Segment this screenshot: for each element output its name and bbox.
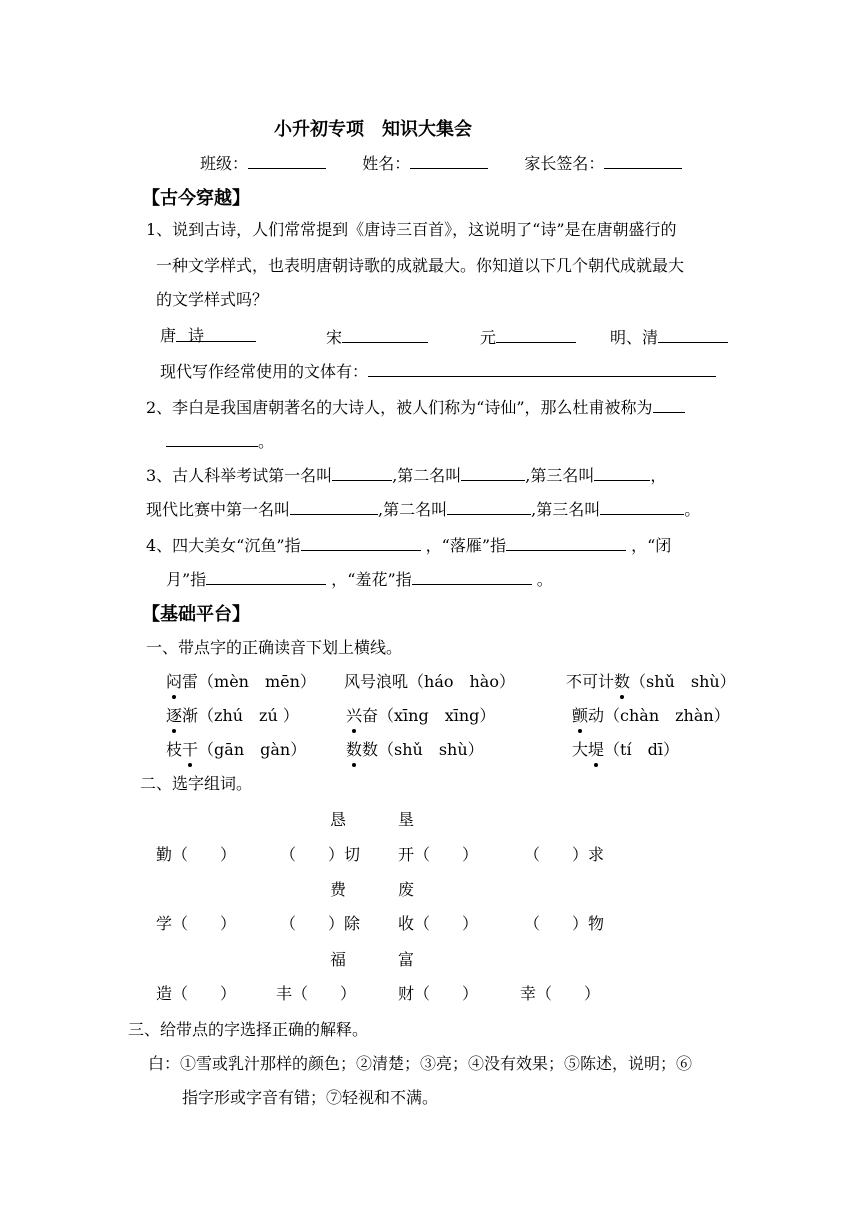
part1-heading: 一、带点字的正确读音下划上横线。 <box>146 638 403 657</box>
word-blank: （ ）除 <box>280 914 361 933</box>
word-blank: 开（ ） <box>398 845 479 864</box>
q2-line2 <box>166 430 274 452</box>
pinyin-item: 风号浪吼（háo hào） <box>344 672 515 691</box>
q3-second-label: ,第二名叫 <box>392 466 462 485</box>
word-blank: 收（ ） <box>398 914 479 933</box>
word-blank: 丰（ ） <box>276 984 357 1003</box>
pinyin-item: 颤动（chàn zhàn） <box>572 706 730 725</box>
class-field[interactable] <box>248 152 326 169</box>
char-pair: 富 <box>398 950 415 969</box>
word-blank: 造（ ） <box>156 984 237 1003</box>
q3-second-field[interactable] <box>461 464 525 481</box>
q2-field-b[interactable] <box>166 430 258 447</box>
tang-answer: 诗 <box>176 326 256 342</box>
pinyin-item: 闷雷（mèn mēn） <box>166 672 316 691</box>
part3-line2: 指字形或字音有错；⑦轻视和不满。 <box>182 1088 439 1107</box>
q1-mingqing <box>610 326 728 348</box>
q1-line2: 一种文学样式，也表明唐朝诗歌的成就最大。你知道以下几个朝代成就最大 <box>156 256 685 275</box>
q3-modern-third-field[interactable] <box>600 498 684 515</box>
q3-first-label: 3、古人科举考试第一名叫 <box>146 466 333 485</box>
mingqing-label: 明、清 <box>610 328 659 347</box>
name-field[interactable] <box>410 152 488 169</box>
yuan-label: 元 <box>480 328 497 347</box>
section-header-gujin: 【古今穿越】 <box>142 188 250 209</box>
word-blank: （ ）物 <box>524 914 605 933</box>
q2-end: 。 <box>258 432 275 451</box>
song-field[interactable] <box>342 326 428 343</box>
word-blank: 财（ ） <box>398 984 479 1003</box>
word-blank: （ ）切 <box>280 845 361 864</box>
pinyin-item: 逐渐（zhú zú ） <box>166 706 299 725</box>
part2-heading: 二、选字组词。 <box>140 774 253 793</box>
modern-label: 现代写作经常使用的文体有： <box>160 362 369 381</box>
parent-signature-label: 家长签名： <box>524 154 605 173</box>
info-line <box>200 152 682 174</box>
q3-third-label: ,第三名叫 <box>525 466 595 485</box>
q1-yuan <box>480 326 576 348</box>
song-label: 宋 <box>326 328 343 347</box>
char-pair: 垦 <box>398 810 415 829</box>
q3-line2 <box>146 498 700 520</box>
q4-luoyan-field[interactable] <box>506 534 626 551</box>
char-pair: 费 <box>330 880 347 899</box>
q2-line1 <box>146 396 685 418</box>
q3-period: 。 <box>684 500 701 519</box>
q3-third-field[interactable] <box>594 464 650 481</box>
q4-luoyan-label: ，“落雁”指 <box>425 536 507 555</box>
q3-comma: ， <box>650 466 667 485</box>
q3-line1 <box>146 464 666 486</box>
q2-field-a[interactable] <box>653 396 685 413</box>
part3-heading: 三、给带点的字选择正确的解释。 <box>128 1020 369 1039</box>
q3-modern-third-label: ,第三名叫 <box>531 500 601 519</box>
q1-line3: 的文学样式吗？ <box>156 290 269 309</box>
class-label: 班级： <box>200 154 249 173</box>
pinyin-item: 大堤（tí dī） <box>572 740 679 759</box>
q3-modern-first-label: 现代比赛中第一名叫 <box>146 500 291 519</box>
part3-line1: 白：①雪或乳汁那样的颜色；②清楚；③亮；④没有效果；⑤陈述，说明；⑥ <box>148 1054 693 1073</box>
q1-tang <box>160 326 256 346</box>
tang-label: 唐 <box>160 326 177 345</box>
mingqing-field[interactable] <box>658 326 728 343</box>
q3-first-field[interactable] <box>332 464 392 481</box>
q1-song <box>326 326 428 348</box>
modern-field[interactable] <box>368 360 716 377</box>
word-blank: 幸（ ） <box>520 984 601 1003</box>
q4-bi-label: ，“闭 <box>631 536 672 555</box>
yuan-field[interactable] <box>496 326 576 343</box>
word-blank: （ ）求 <box>524 845 605 864</box>
q4-chenyu-label: 4、四大美女“沉鱼”指 <box>146 536 301 555</box>
pinyin-item: 枝干（gān gàn） <box>166 740 307 759</box>
word-blank: 学（ ） <box>156 914 237 933</box>
q1-line1: 1、说到古诗，人们常常提到《唐诗三百首》，这说明了“诗”是在唐朝盛行的 <box>146 220 677 239</box>
section-header-jichu: 【基础平台】 <box>142 604 250 625</box>
page-title: 小升初专项 知识大集会 <box>274 119 472 140</box>
q4-biyue-field[interactable] <box>206 568 326 585</box>
q4-biyue-label: 月”指 <box>166 570 207 589</box>
name-label: 姓名： <box>362 154 411 173</box>
q4-xiuhua-label: ，“羞花”指 <box>331 570 412 589</box>
word-blank: 勤（ ） <box>156 845 237 864</box>
q1-modern <box>160 360 716 382</box>
q3-modern-second-label: ,第二名叫 <box>378 500 448 519</box>
q4-period: 。 <box>536 570 553 589</box>
pinyin-item: 数数（shǔ shù） <box>346 740 484 759</box>
pinyin-item: 不可计数（shǔ shù） <box>566 672 736 691</box>
q4-line2 <box>166 568 553 590</box>
char-pair: 恳 <box>330 810 347 829</box>
q4-xiuhua-field[interactable] <box>412 568 532 585</box>
char-pair: 废 <box>398 880 415 899</box>
q3-modern-first-field[interactable] <box>290 498 378 515</box>
parent-signature-field[interactable] <box>604 152 682 169</box>
q4-line1 <box>146 534 671 556</box>
char-pair: 福 <box>330 950 347 969</box>
pinyin-item: 兴奋（xīng xīng） <box>346 706 496 725</box>
q4-chenyu-field[interactable] <box>301 534 421 551</box>
q3-modern-second-field[interactable] <box>447 498 531 515</box>
q2-text: 2、李白是我国唐朝著名的大诗人，被人们称为“诗仙”，那么杜甫被称为 <box>146 398 653 417</box>
